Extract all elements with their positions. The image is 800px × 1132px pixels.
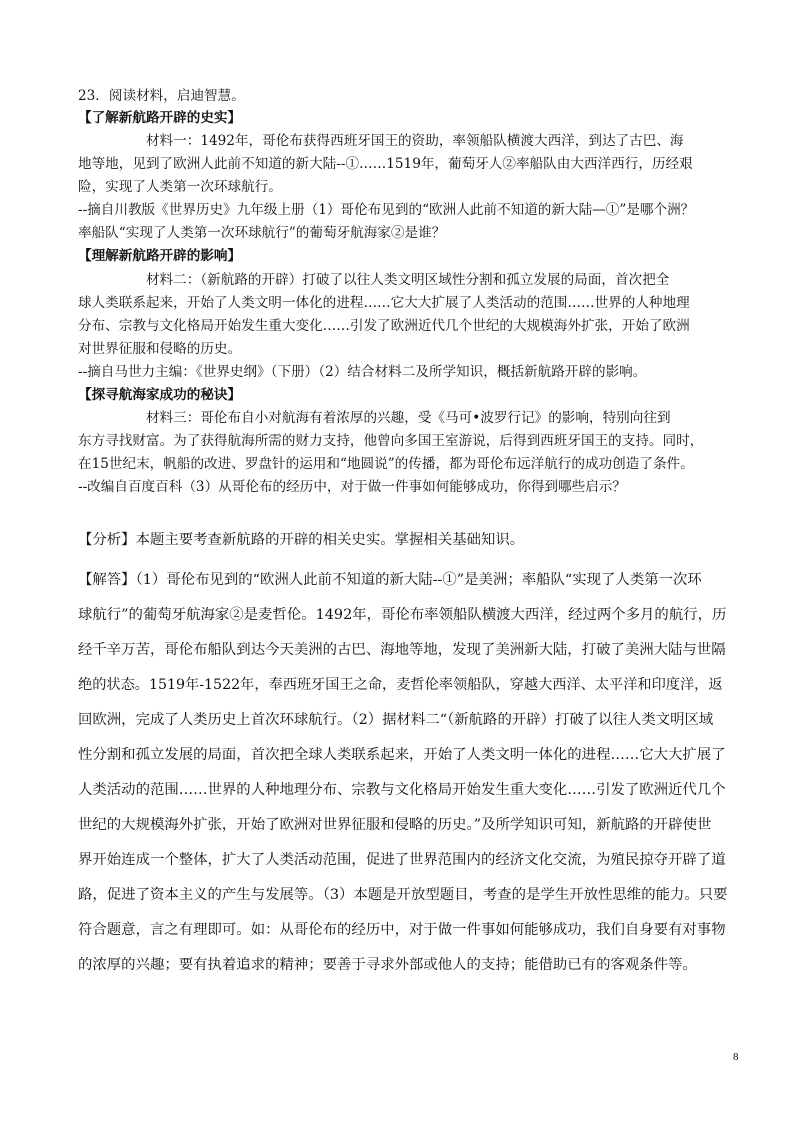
material-two-line: 分布、宗教与文化格局开始发生重大变化……引发了欧洲近代几个世纪的大规模海外扩张，开始了欧洲 — [78, 318, 690, 334]
answer-line: 球航行”的葡萄牙航海家②是麦哲伦。1492年，哥伦布率领船队横渡大西洋，经过两个多月的航行，历 — [78, 607, 727, 623]
material-one-line: 地等地，见到了欧洲人此前不知道的新大陆--①……1519年，葡萄牙人②率船队由大西洋西行，历经艰 — [78, 156, 693, 172]
section-heading-impact: 【理解新航路开辟的影响】 — [78, 248, 242, 264]
material-two-line: 球人类联系起来，开始了人类文明一体化的进程……它大大扩展了人类活动的范围……世界的人种地理 — [78, 295, 690, 311]
material-two-line: --摘自马世力主编：《世界史纲》（下册）（2）结合材料二及所学知识，概括新航路开辟的影响。 — [78, 364, 647, 380]
section-heading-secret: 【探寻航海家成功的秘诀】 — [78, 387, 242, 403]
answer-line: 符合题意，言之有理即可。如：从哥伦布的经历中，对于做一件事如何能够成功，我们自身要有对事物 — [78, 922, 726, 938]
material-two-line: 对世界征服和侵略的历史。 — [78, 341, 242, 357]
answer-line: 经千辛万苦，哥伦布船队到达今天美洲的古巴、海地等地，发现了美洲新大陆，打破了美洲大陆与世隔 — [78, 642, 726, 658]
answer-line: 路，促进了资本主义的产生与发展等。（3）本题是开放型题目，考查的是学生开放性思维的能力。只要 — [78, 887, 728, 903]
answer-line: 世纪的大规模海外扩张，开始了欧洲对世界征服和侵略的历史。”及所学知识可知，新航路的开辟使世 — [78, 817, 712, 833]
material-one-line: 率船队“实现了人类第一次环球航行”的葡萄牙航海家②是谁？ — [78, 225, 446, 241]
material-three-line: 材料三：哥伦布自小对航海有着浓厚的兴趣，受《马可•波罗行记》的影响，特别向往到 — [78, 410, 671, 426]
material-three-line: 东方寻找财富。为了获得航海所需的财力支持，他曾向多国王室游说，后得到西班牙国王的支持。同时， — [78, 433, 704, 449]
answer-line: 绝的状态。1519年-1522年，奉西班牙国王之命，麦哲伦率领船队，穿越大西洋、太平洋和印度洋，返 — [78, 677, 723, 693]
answer-line: 【解答】（1）哥伦布见到的“欧洲人此前不知道的新大陆--①”是美洲；率船队“实现了人类第一次环 — [78, 572, 702, 588]
answer-line: 人类活动的范围……世界的人种地理分布、宗教与文化格局开始发生重大变化……引发了欧洲近代几个 — [78, 782, 726, 798]
material-one-line: 材料一：1492年，哥伦布获得西班牙国王的资助，率领船队横渡大西洋，到达了古巴、海 — [78, 133, 684, 149]
answer-line: 的浓厚的兴趣；要有执着追求的精神；要善于寻求外部或他人的支持；能借助已有的客观条件等。 — [78, 957, 697, 973]
material-one-line: 险，实现了人类第一次环球航行。 — [78, 179, 282, 195]
material-one-line: --摘自川教版《世界历史》九年级上册（1）哥伦布见到的“欧洲人此前不知道的新大陆—①”是哪个洲？ — [78, 202, 695, 218]
material-two-line: 材料二：（新航路的开辟）打破了以往人类文明区域性分割和孤立发展的局面，首次把全 — [78, 272, 670, 288]
answer-line: 性分割和孤立发展的局面，首次把全球人类联系起来，开始了人类文明一体化的进程……它大大扩展了 — [78, 747, 726, 763]
material-three-line: --改编自百度百科（3）从哥伦布的经历中，对于做一件事如何能够成功，你得到哪些启示？ — [78, 479, 626, 495]
section-heading-history-facts: 【了解新航路开辟的史实】 — [78, 110, 242, 126]
page-number: 8 — [733, 1051, 739, 1063]
answer-line: 回欧洲，完成了人类历史上首次环球航行。（2）据材料二“（新航路的开辟）打破了以往人类文明区域 — [78, 712, 714, 728]
material-three-line: 在15世纪末，帆船的改进、罗盘针的运用和“地圆说”的传播，都为哥伦布远洋航行的成功创造了条件。 — [78, 456, 694, 472]
answer-line: 界开始连成一个整体，扩大了人类活动范围，促进了世界范围内的经济文化交流，为殖民掠夺开辟了道 — [78, 852, 726, 868]
analysis-text: 【分析】本题主要考查新航路的开辟的相关史实。掌握相关基础知识。 — [78, 532, 525, 548]
question-title: 23．阅读材料，启迪智慧。 — [78, 88, 245, 104]
